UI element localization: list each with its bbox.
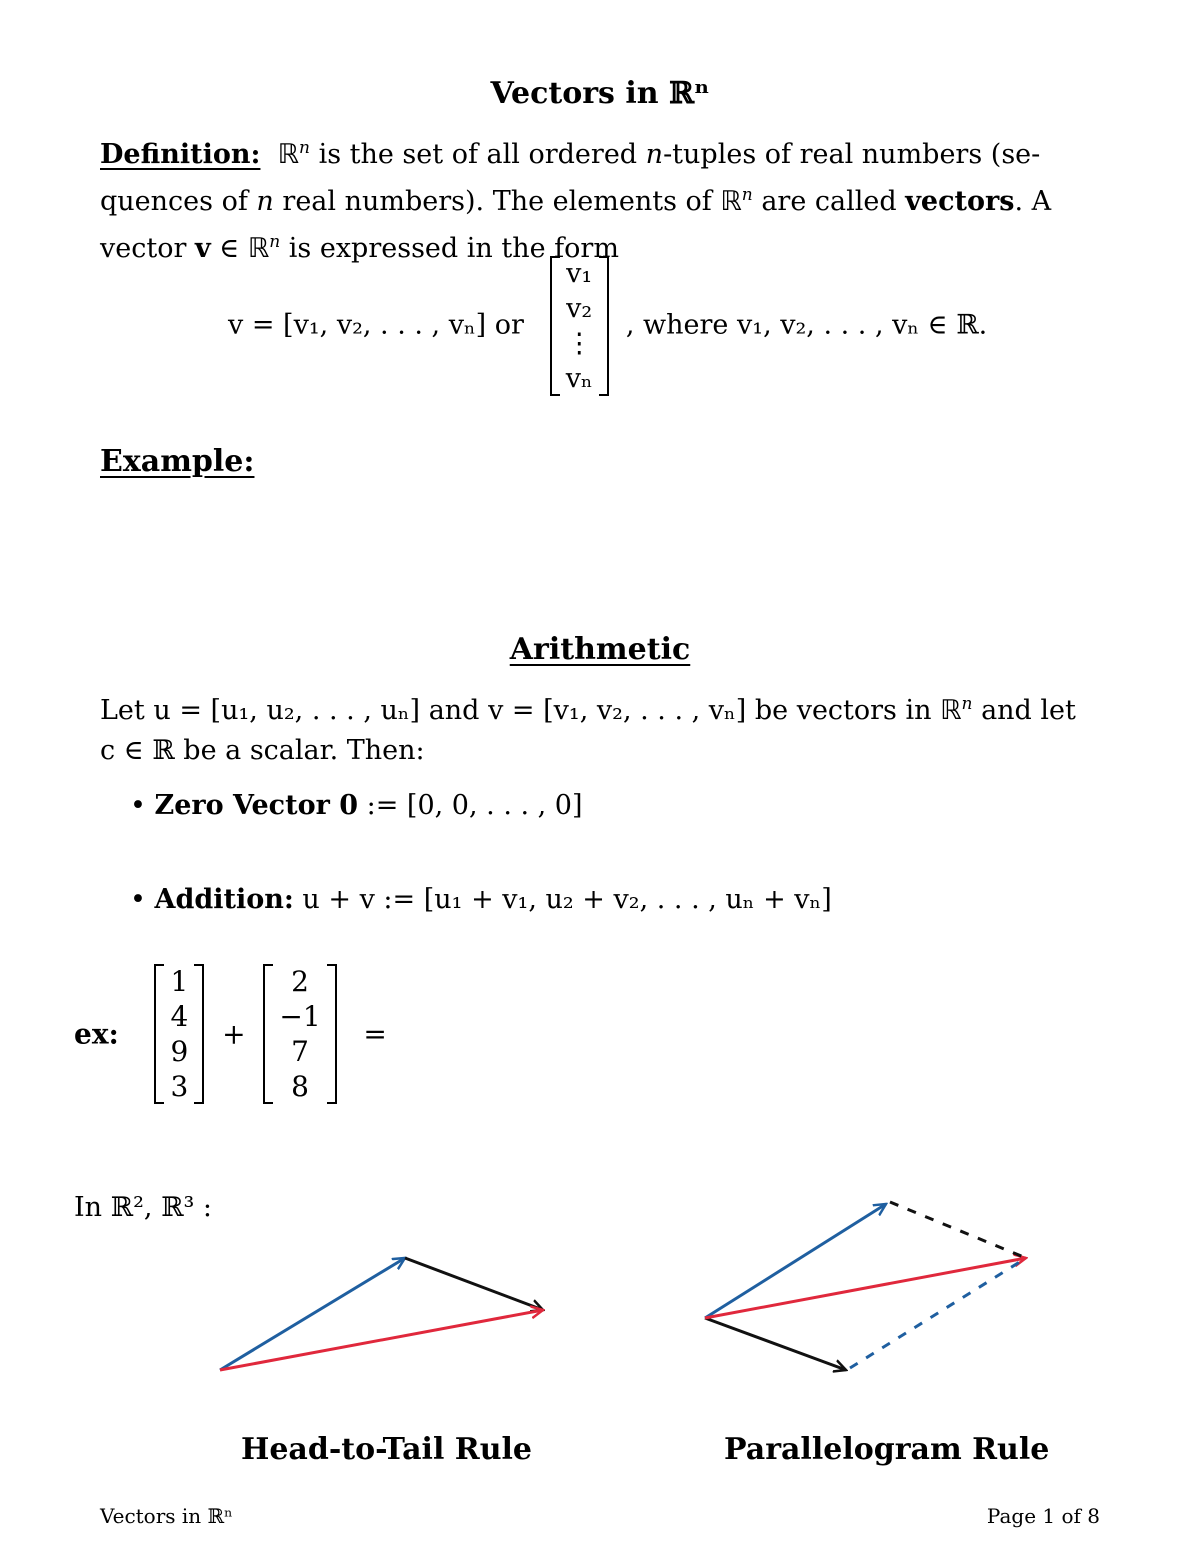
vector-v-arrow bbox=[405, 1258, 543, 1310]
addition-formula: u + v := [u₁ + v₁, u₂ + v₂, . . . , uₙ + vₙ] bbox=[302, 884, 832, 915]
definition-text-1: is the set of all ordered bbox=[318, 139, 638, 170]
v-definition: v = [v₁, v₂, . . . , vₙ] bbox=[488, 695, 747, 726]
matrix-b-entry: 7 bbox=[291, 1035, 309, 1068]
arithmetic-heading: Arithmetic bbox=[509, 632, 691, 667]
or-word: or bbox=[494, 309, 524, 341]
definition-line2-b: real numbers). The elements of bbox=[282, 186, 712, 217]
definition-paragraph: Definition: ℝ$^n$ is the set of all ordered n-tuples of real numbers (se- quences of n real numbers). The elements of ℝ$^n$ are called vectors. A vector v ∈ ℝ$^n$ is expressed in the form bbox=[100, 138, 1052, 264]
vector-v-arrow bbox=[705, 1318, 846, 1370]
arithmetic-paragraph: Let u = [u₁, u₂, . . . , uₙ] and v = [v₁, v₂, . . . , vₙ] be vectors in ℝ$^n$ and let c ∈ ℝ be a scalar. Then: bbox=[100, 684, 1100, 771]
zero-vector-label: Zero Vector 0 bbox=[154, 790, 359, 821]
parallelogram-caption: Parallelogram Rule bbox=[724, 1432, 1050, 1467]
footer-title: Vectors in ℝⁿ bbox=[100, 1504, 233, 1528]
addition-label: Addition: bbox=[154, 884, 294, 915]
arith-be-vectors: be vectors in bbox=[754, 695, 932, 726]
and-word: and bbox=[428, 695, 480, 726]
parallelogram-diagram bbox=[705, 1202, 1026, 1370]
page-title: Vectors in ℝⁿ bbox=[490, 76, 710, 111]
definition-text-2: -tuples of real numbers (se- bbox=[663, 139, 1041, 170]
matrix-b bbox=[263, 964, 336, 1104]
matrix-a-entry: 1 bbox=[170, 965, 189, 998]
head-to-tail-diagram bbox=[220, 1258, 543, 1370]
in-r2-r3: In ℝ², ℝ³ : bbox=[74, 1192, 213, 1223]
ex-label: ex: bbox=[74, 1017, 119, 1051]
column-entry: ⋮ bbox=[565, 328, 593, 359]
column-vector bbox=[550, 256, 609, 396]
zero-vector-formula: := [0, 0, . . . , 0] bbox=[366, 790, 583, 821]
vector-diagrams bbox=[200, 1190, 1050, 1390]
definition-line3-b: is expressed in the form bbox=[288, 233, 619, 264]
definition-line2-c: are called bbox=[761, 186, 897, 217]
column-entry: v₂ bbox=[566, 293, 593, 324]
definition-label: Definition: bbox=[100, 139, 261, 170]
vector-row-form: v = [v₁, v₂, . . . , vₙ] bbox=[228, 309, 487, 341]
column-entry: v₁ bbox=[566, 258, 593, 289]
matrix-b-entry: −1 bbox=[279, 1000, 321, 1033]
bullet-addition: • Addition: u + v := [u₁ + v₁, u₂ + v₂, . . . , uₙ + vₙ] bbox=[130, 884, 832, 915]
matrix-a bbox=[154, 964, 204, 1104]
page-number: Page 1 of 8 bbox=[986, 1504, 1100, 1528]
matrix-b-entry: 2 bbox=[291, 965, 309, 998]
vectors-word: vectors bbox=[905, 186, 1015, 217]
definition-line2-d: . A bbox=[1014, 186, 1052, 217]
equals-sign: = bbox=[363, 1017, 387, 1051]
definition-line2-a: quences of bbox=[100, 186, 248, 217]
head-to-tail-caption: Head-to-Tail Rule bbox=[241, 1432, 533, 1467]
matrix-a-entry: 3 bbox=[170, 1070, 189, 1103]
matrix-a-entry: 9 bbox=[170, 1035, 189, 1068]
u-definition: u = [u₁, u₂, . . . , uₙ] bbox=[153, 695, 421, 726]
scalar-line: c ∈ ℝ be a scalar. Then: bbox=[100, 735, 425, 766]
definition-line3-a: vector bbox=[100, 233, 187, 264]
column-entry: vₙ bbox=[565, 363, 593, 394]
ex-equation bbox=[74, 964, 387, 1104]
bullet-zero-vector: • Zero Vector 0 := [0, 0, . . . , 0] bbox=[130, 790, 583, 821]
arith-and-let: and let bbox=[981, 695, 1076, 726]
example-label: Example: bbox=[100, 444, 255, 479]
arith-let: Let bbox=[100, 695, 145, 726]
plus-sign: + bbox=[222, 1017, 246, 1051]
dashed-v-copy bbox=[890, 1202, 1026, 1258]
matrix-b-entry: 8 bbox=[291, 1070, 309, 1103]
vector-form-equation bbox=[228, 256, 987, 396]
where-clause: , where v₁, v₂, . . . , vₙ ∈ ℝ. bbox=[625, 309, 988, 341]
matrix-a-entry: 4 bbox=[170, 1000, 189, 1033]
